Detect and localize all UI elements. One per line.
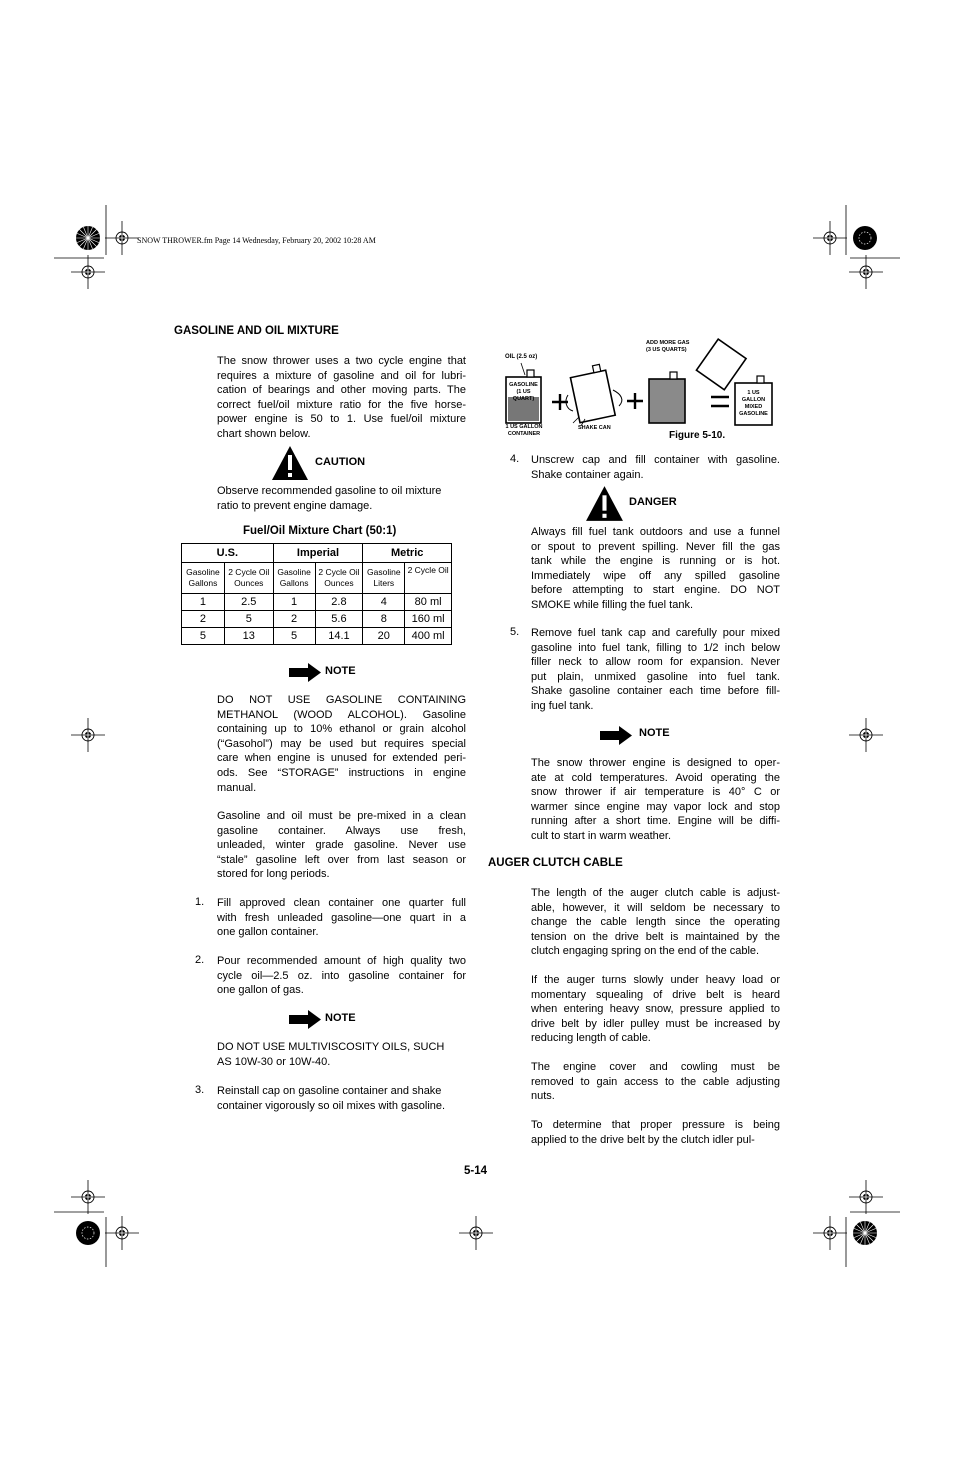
danger-label: DANGER [629, 496, 677, 508]
step-number: 5. [510, 626, 520, 638]
auger-paragraph: The engine cover and cowling must be removed to gain access to the cable adjusting nuts. [531, 1061, 780, 1103]
step-text: Pour recommended amount of high quality two cycle oil—2.5 oz. into gasoline container for one gallon of gas. [217, 955, 466, 997]
add-gas-label: ADD MORE GAS (3 US QUARTS) [646, 340, 690, 353]
note-text: DO NOT USE MULTIVISCOSITY OILS, SUCH AS 10W-30 or 10W-40. [217, 1041, 445, 1068]
danger-text: Always fill fuel tank outdoors and use a funnel or spout to prevent spilling. Never fill the gas tank while the engine is running or is hot. Immediately wipe off any spilled gasoline before attempting to start engine. DO NOT SMOKE while filling the fuel tank. [531, 526, 780, 611]
premix-paragraph: Gasoline and oil must be pre-mixed in a clean gasoline container. Always use fresh, unleaded, winter grade gasoline. Never use “stale” gasoline left over from last season or stored for long periods. [217, 810, 466, 881]
table-column-header: 2 Cycle Oil Ounces [224, 563, 273, 594]
oil-label: OIL (2.5 oz) [505, 354, 538, 360]
table-row: 2 5 2 5.6 8 160 ml [182, 611, 452, 628]
shake-label: SHAKE CAN [578, 425, 611, 431]
auger-paragraph: To determine that proper pressure is being applied to the drive belt by the clutch idler pul- [531, 1119, 780, 1146]
step-text: Reinstall cap on gasoline container and shake container vigorously so oil mixes with gasoline. [217, 1085, 446, 1112]
table-column-header: Gasoline Gallons [182, 563, 225, 594]
page-number: 5-14 [464, 1165, 488, 1177]
note-label: NOTE [325, 665, 356, 677]
auger-paragraph: If the auger turns slowly under heavy load or momentary squealing of drive belt is heard when entering heavy snow, pressure applied to drive belt by idler pulley must be increased by reducing length of cable. [531, 974, 780, 1045]
figure-caption: Figure 5-10. [669, 430, 726, 441]
note-label: NOTE [639, 727, 670, 739]
table-row: 1 2.5 1 2.8 4 80 ml [182, 594, 452, 611]
table-column-header: 2 Cycle Oil [405, 563, 452, 594]
section-heading: AUGER CLUTCH CABLE [488, 857, 623, 869]
note-label: NOTE [325, 1012, 356, 1024]
step-text: Unscrew cap and fill container with gasoline. Shake container again. [531, 454, 780, 481]
step-number: 4. [510, 453, 520, 465]
table-column-header: Gasoline Gallons [273, 563, 315, 594]
caution-text: Observe recommended gasoline to oil mixture ratio to prevent engine damage. [217, 485, 442, 512]
chart-title: Fuel/Oil Mixture Chart (50:1) [243, 525, 397, 537]
note-text: DO NOT USE GASOLINE CONTAINING METHANOL (WOOD ALCOHOL). Gasoline containing up to 10% ethanol or grain alcohol (“Gasohol”) may be used but requires special care when engine is unused for extended peri- ods. See “STORAGE” instructions in engine manual. [217, 694, 466, 794]
note-text: The snow thrower engine is designed to oper- ate at cold temperatures. Avoid operating the snow thrower if air temperature is 40° C or warmer since engine may vapor lock and stop running after a short time. Engine will be diffi- cult to start in warm weather. [531, 757, 780, 842]
auger-paragraph: The length of the auger clutch cable is adjust- able, however, it will seldom be necessary to change the cable length since the operating tension on the drive belt is maintained by the clutch engaging spring on the end of the cable. [531, 887, 780, 958]
table-group-header: U.S. [182, 544, 274, 563]
table-group-header: Imperial [273, 544, 363, 563]
table-column-header: 2 Cycle Oil Ounces [315, 563, 363, 594]
step-text: Remove fuel tank cap and carefully pour mixed gasoline into fuel tank, filling to 1/2 inch below filler neck to allow room for expansion. Never put plain, unmixed gasoline into fuel tank. Shake gasoline container each time before fill- ing fuel tank. [531, 627, 780, 712]
table-column-header: Gasoline Liters [363, 563, 405, 594]
step-text: Fill approved clean container one quarter full with fresh unleaded gasoline—one quart in a one gallon container. [217, 897, 466, 939]
arrow-icon [289, 663, 321, 682]
table-group-header: Metric [363, 544, 452, 563]
arrow-icon [600, 726, 632, 745]
intro-paragraph: The snow thrower uses a two cycle engine that requires a mixture of gasoline and oil for lubri- cation of bearings and other moving parts. The correct fuel/oil mixture ratio for the five horse- power engine is 50 to 1. Use fuel/oil mixture chart shown below. [217, 355, 466, 440]
step-number: 1. [195, 896, 205, 908]
mixed-can-label: 1 US GALLON MIXED GASOLINE [739, 390, 768, 417]
fuel-oil-table [181, 543, 452, 645]
caution-label: CAUTION [315, 456, 366, 468]
step-number: 3. [195, 1084, 205, 1096]
step-number: 2. [195, 954, 205, 966]
warning-icon [584, 484, 625, 523]
section-heading: GASOLINE AND OIL MIXTURE [174, 325, 339, 337]
can-label: GASOLINE (1 US QUART) [509, 382, 538, 402]
arrow-icon [289, 1010, 321, 1029]
container-label: 1 US GALLON CONTAINER [505, 424, 543, 437]
table-row: 5 13 5 14.1 20 400 ml [182, 628, 452, 645]
warning-icon [270, 444, 310, 482]
file-header: SNOW THROWER.fm Page 14 Wednesday, February 20, 2002 10:28 AM [137, 236, 376, 245]
